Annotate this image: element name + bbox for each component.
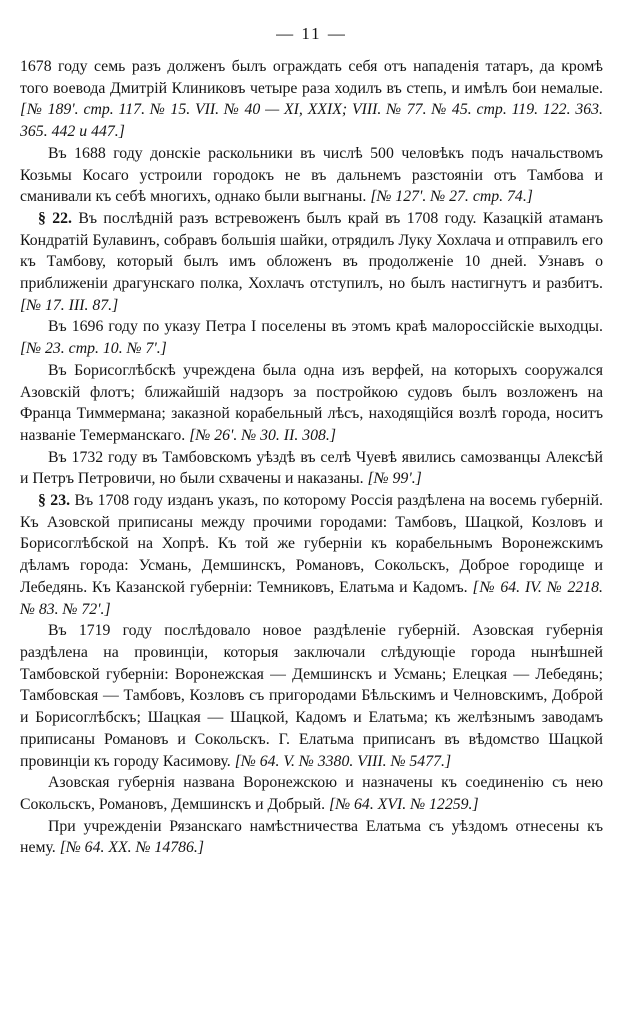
- paragraph-text: Въ 1708 году изданъ указъ, по которому Россія раздѣлена на восемь губерній. Къ Азовской приписаны между прочими городами: Тамбовъ, Шацкой, Козловъ и Борисоглѣбской на Хопрѣ. Къ той же губерніи къ корабельнымъ Воронежскимъ дѣламъ города: Усмань, Демшинскъ, Романовъ, Сокольскъ, Доброе городище и Лебедянь. Къ Казанской губерніи: Темниковъ, Елатьма и Кадомъ.: [20, 492, 604, 596]
- section-22-paragraph: [20, 208, 603, 317]
- paragraph-6: [20, 447, 603, 490]
- paragraph-text: При учрежденіи Рязанскаго намѣстничества Елатьма съ уѣздомъ отнесены къ нему.: [20, 817, 603, 857]
- paragraph-10: [20, 816, 603, 859]
- paragraph-text: Въ 1696 году по указу Петра I поселены въ этомъ краѣ малороссійскіе выходцы.: [48, 318, 603, 336]
- paragraph-text: Въ Борисоглѣбскѣ учреждена была одна изъ верфей, на которыхъ сооружался Азовскій флотъ; ближайшій надзоръ за постройкою судовъ былъ возложенъ на Франца Тиммермана; заказной корабельный лѣсъ, находящійся возлѣ города, носитъ названіе Темерманскаго.: [20, 361, 603, 444]
- paragraph-text: Въ 1719 году послѣдовало новое раздѣленіе губерній. Азовская губернія раздѣлена на провинціи, которыя заключали слѣдующіе города нынѣшней Тамбовской губерніи: Воронежская — Демшинскъ и Усмань; Елецкая — Лебедянь; Тамбовская — Тамбовъ, Козловъ съ пригородами Бѣльскимъ и Челновскимъ, Доброй и Борисоглѣбскъ; Шацкая — Шацкой, Кадомъ и Елатьма; къ желѣзнымъ заводамъ приписаны Романовъ и Сокольскъ. Г. Елатьма приписанъ въ вѣдомство Шацкой провинціи къ городу Касимову.: [20, 622, 603, 770]
- paragraph-5: [20, 360, 603, 447]
- citation-ref: [№ 17. III. 87.]: [20, 296, 119, 314]
- citation-ref: [№ 64. XVI. № 12259.]: [329, 795, 479, 813]
- citation-ref: [№ 64. V. № 3380. VIII. № 5477.]: [234, 752, 452, 770]
- citation-ref: [№ 23. стр. 10. № 7'.]: [20, 340, 167, 358]
- citation-ref: [№ 26'. № 30. II. 308.]: [189, 426, 337, 444]
- section-23-paragraph: [20, 490, 603, 620]
- section-mark: § 22.: [38, 209, 72, 227]
- page-number: — 11 —: [276, 24, 347, 43]
- paragraph-text: 1678 году семь разъ долженъ былъ ограждать себя отъ нападенія татаръ, да кромѣ того воевода Дмитрій Клиниковъ четыре раза ходилъ въ степь, и имѣлъ бои немалые.: [20, 58, 603, 97]
- citation-ref: [№ 127'. № 27. стр. 74.]: [370, 188, 533, 206]
- paragraph-text: Азовская губернія названа Воронежскою и назначены къ соединенію съ нею Сокольскъ, Романовъ, Демшинскъ и Добрый.: [20, 774, 603, 813]
- paragraph-9: [20, 772, 603, 815]
- paragraph-text: Въ 1688 году донскіе раскольники въ числѣ 500 человѣкъ подъ начальствомъ Козьмы Косаго устроили городокъ не въ дальнемъ разстояніи отъ Тамбова и сманивали къ себѣ многихъ, однако были выгнаны.: [20, 144, 603, 206]
- citation-ref: [№ 189'. стр. 117. № 15. VII. № 40 — XI, XXIX; VIII. № 77. № 45. стр. 119. 122. 363. 365. 442 и 447.]: [20, 101, 603, 141]
- paragraph-text: Въ послѣдній разъ встревоженъ былъ край въ 1708 году. Казацкій атаманъ Кондратій Булавинъ, собравъ большія шайки, отрядилъ Луку Хохлача и отправилъ его къ Тамбову, который былъ имъ обложенъ въ продолженіе 10 дней. Узнавъ о приближеніи драгунскаго полка, Хохлачъ отступилъ, но былъ настигнутъ и разбитъ.: [20, 209, 603, 293]
- section-mark: § 23.: [38, 492, 71, 510]
- paragraph-2: [20, 143, 603, 208]
- paragraph-1: [20, 56, 603, 143]
- citation-ref: [№ 64. IV. № 2218. № 83. № 72'.]: [20, 578, 603, 618]
- paragraph-4: [20, 316, 603, 359]
- paragraph-8: [20, 620, 603, 772]
- citation-ref: [№ 64. XX. № 14786.]: [59, 839, 205, 857]
- paragraph-text: Въ 1732 году въ Тамбовскомъ уѣздѣ въ селѣ Чуевѣ явились самозванцы Алексѣй и Петръ Петровичи, но были схвачены и наказаны.: [20, 448, 603, 488]
- citation-ref: [№ 99'.]: [367, 470, 422, 488]
